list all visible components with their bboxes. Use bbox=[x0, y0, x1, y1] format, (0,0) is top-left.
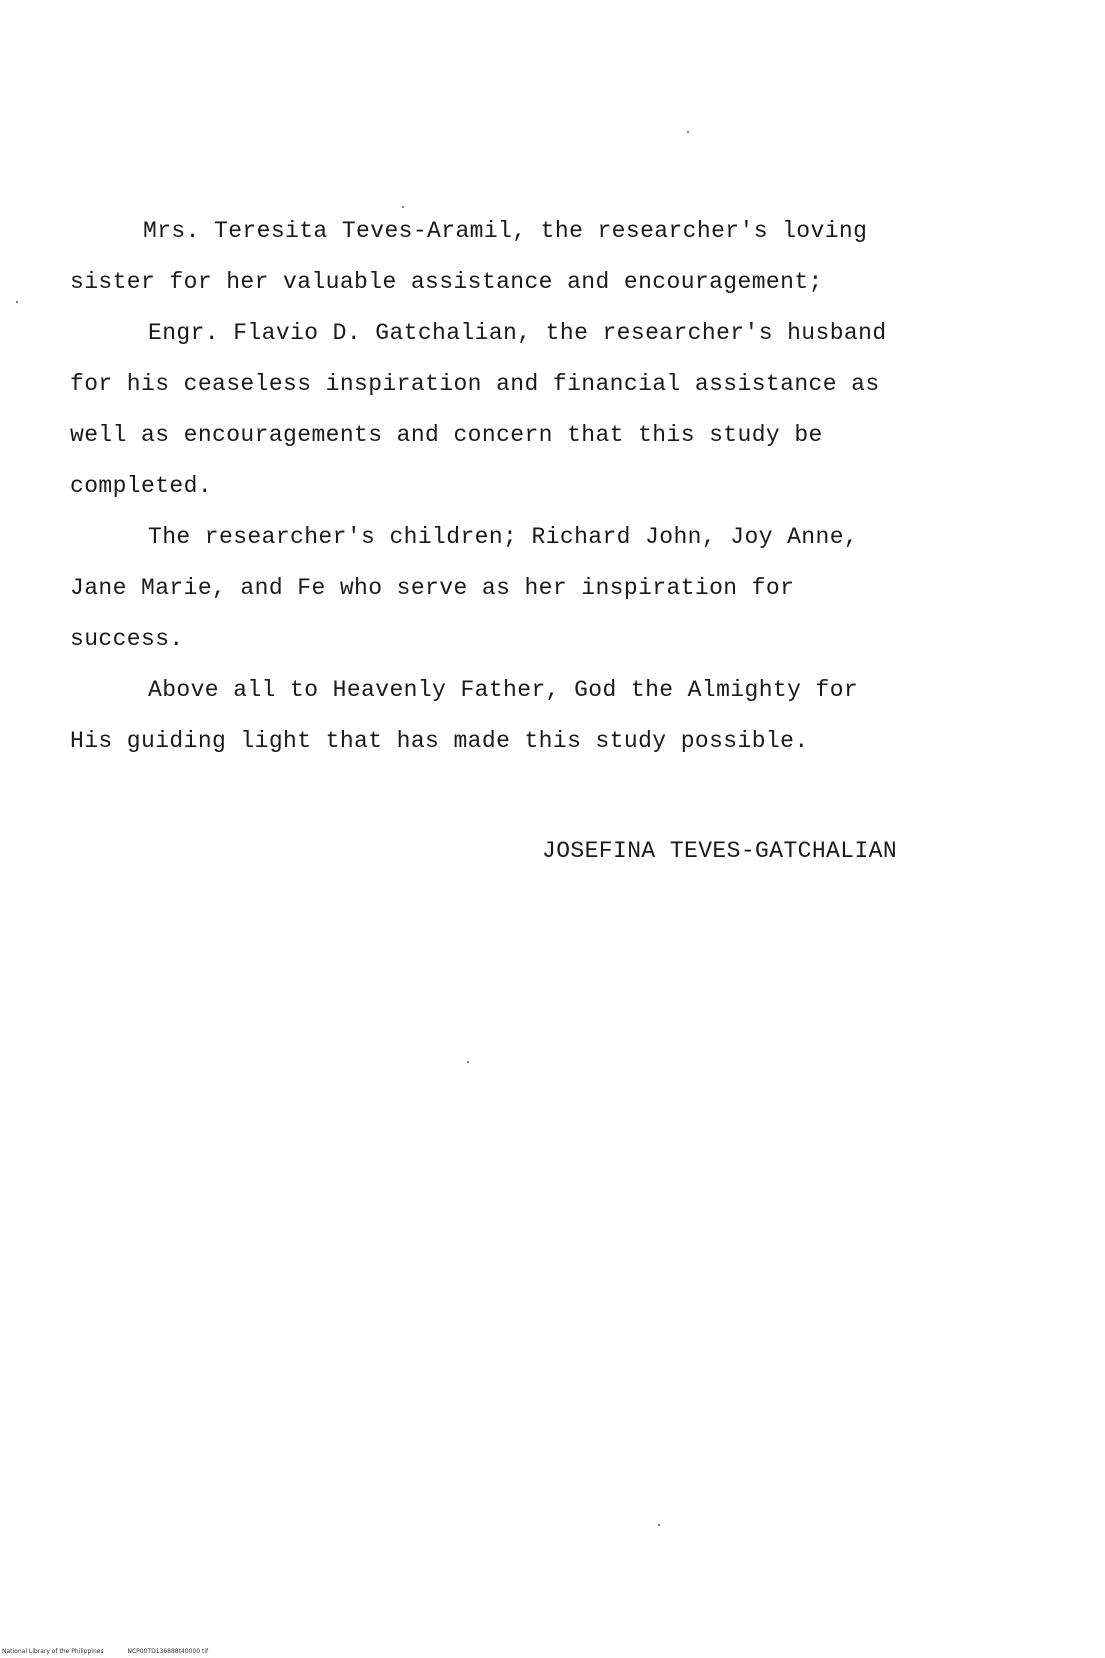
paragraph-2-line-2: for his ceaseless inspiration and financial assistance as bbox=[70, 371, 880, 397]
paragraph-4-line-1: Above all to Heavenly Father, God the Almighty for bbox=[148, 677, 859, 703]
footer-code: NCP00TD136888t40000 tif bbox=[127, 1648, 209, 1655]
paragraph-2-line-4: completed. bbox=[70, 473, 213, 499]
scan-footer bbox=[2, 1648, 208, 1655]
paragraph-1-line-1: Mrs. Teresita Teves-Aramil, the researcher's loving bbox=[143, 218, 868, 244]
paragraph-3-line-3: success. bbox=[70, 626, 184, 652]
paragraph-3-line-2: Jane Marie, and Fe who serve as her inspiration for bbox=[70, 575, 795, 601]
paragraph-4-line-2: His guiding light that has made this study possible. bbox=[70, 728, 809, 754]
paragraph-2-line-1: Engr. Flavio D. Gatchalian, the researcher's husband bbox=[148, 320, 887, 346]
scan-speck bbox=[658, 1524, 660, 1526]
scan-speck bbox=[687, 131, 689, 133]
paragraph-3-line-1: The researcher's children; Richard John, Joy Anne, bbox=[148, 524, 859, 550]
footer-library: National Library of the Philippines bbox=[2, 1648, 104, 1655]
scan-speck bbox=[16, 301, 18, 303]
signature-name: JOSEFINA TEVES-GATCHALIAN bbox=[542, 838, 898, 864]
paragraph-2-line-3: well as encouragements and concern that this study be bbox=[70, 422, 823, 448]
scan-speck bbox=[467, 1061, 469, 1063]
scan-speck bbox=[402, 206, 404, 208]
paragraph-1-line-2: sister for her valuable assistance and encouragement; bbox=[70, 269, 823, 295]
